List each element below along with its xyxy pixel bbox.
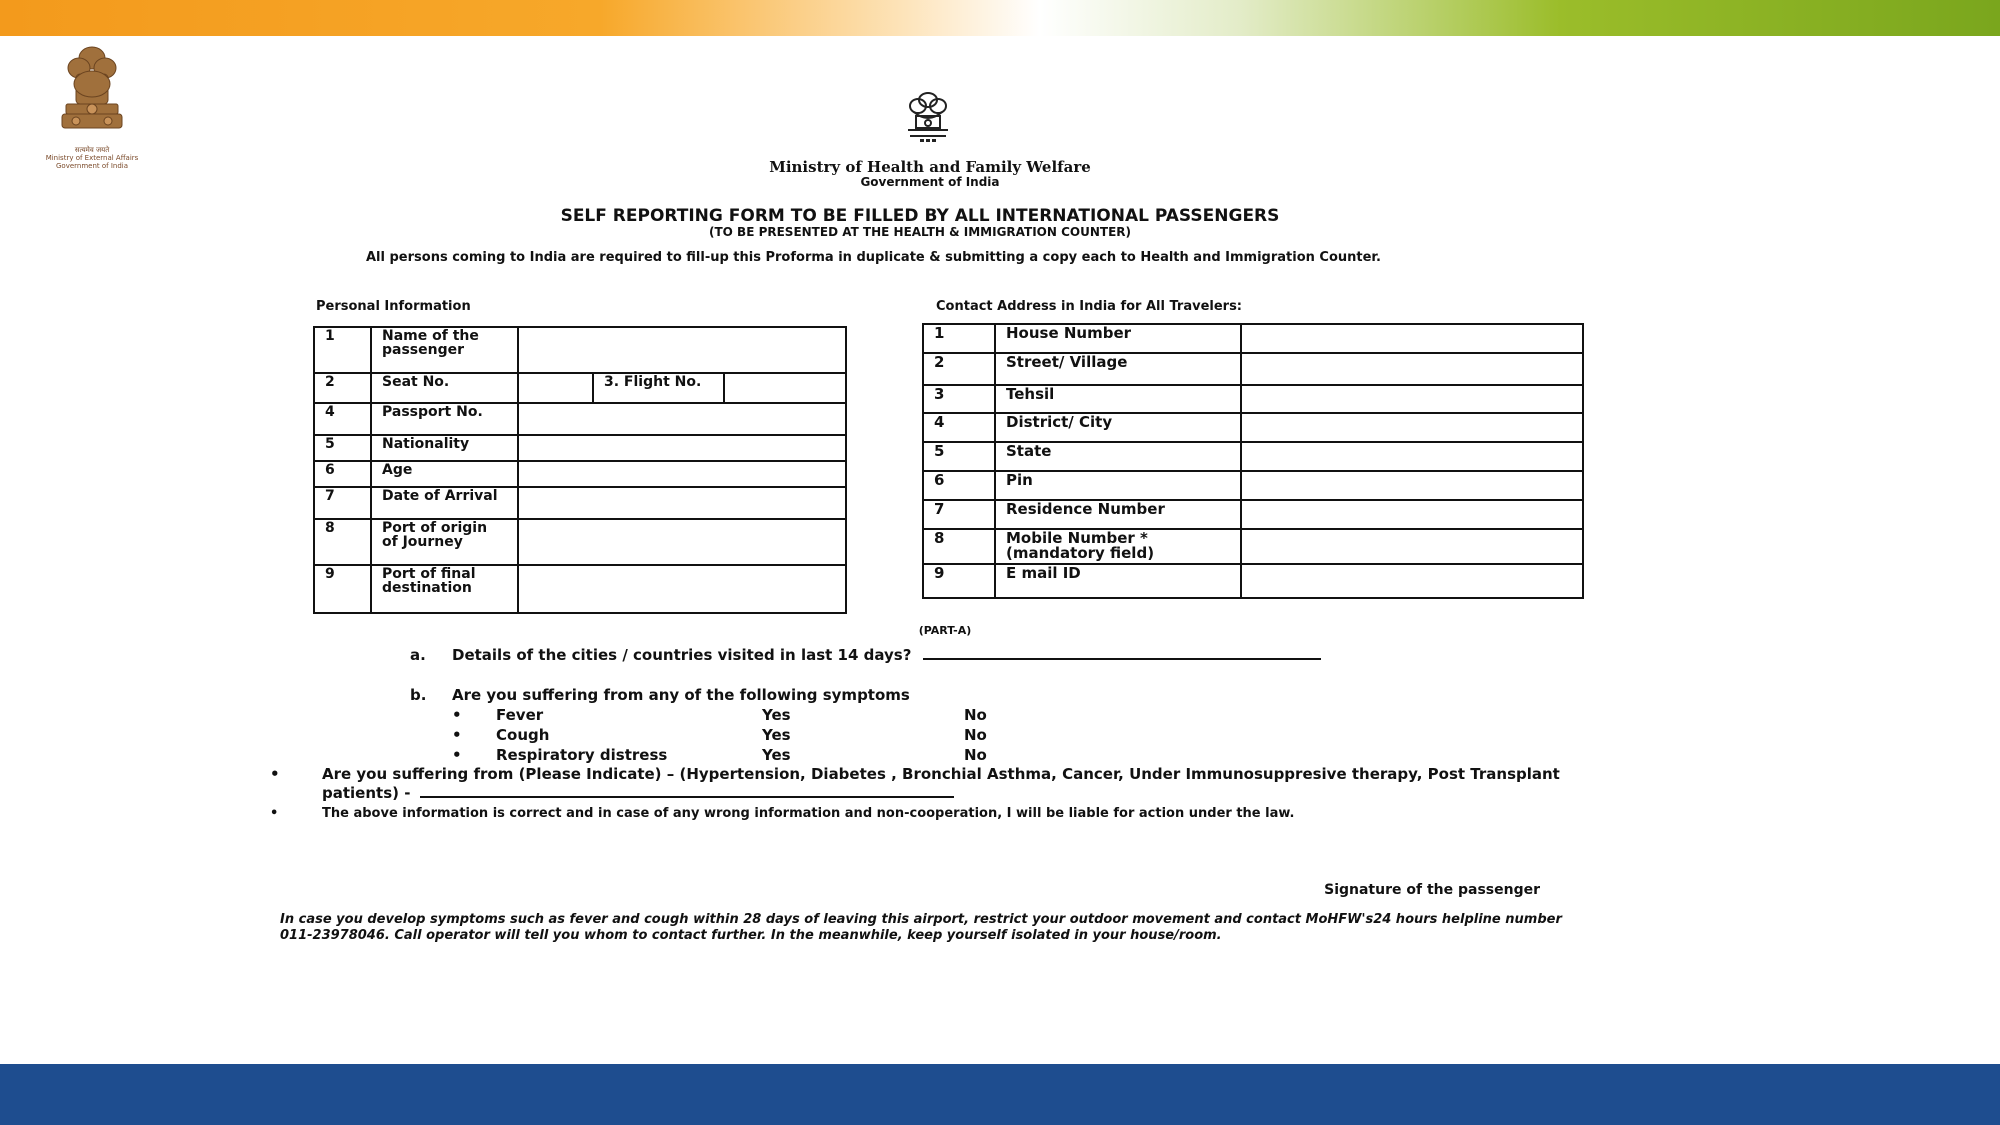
destination-port-field[interactable] xyxy=(518,565,846,613)
national-emblem-icon xyxy=(52,44,132,134)
field-label: House Number xyxy=(995,324,1241,353)
passenger-name-field[interactable] xyxy=(518,327,846,373)
row-number: 9 xyxy=(923,564,995,598)
table-row xyxy=(314,435,846,461)
question-letter: b. xyxy=(410,686,427,704)
no-option[interactable]: No xyxy=(964,706,987,724)
conditions-field[interactable] xyxy=(420,784,954,798)
row-number: 2 xyxy=(314,373,371,403)
row-number: 7 xyxy=(314,487,371,519)
field-label: State xyxy=(995,442,1241,471)
top-tricolor-band xyxy=(0,0,2000,36)
intro-text: All persons coming to India are required to fill-up this Proforma in duplicate & submitting a copy each to Health and Immigration Counter. xyxy=(366,250,1381,265)
table-row xyxy=(923,324,1583,353)
bottom-blue-band xyxy=(0,1064,2000,1125)
conditions-item xyxy=(270,765,1560,803)
table-row xyxy=(923,413,1583,442)
row-number: 4 xyxy=(314,403,371,435)
row-number: 1 xyxy=(923,324,995,353)
origin-port-field[interactable] xyxy=(518,519,846,565)
table-row xyxy=(314,403,846,435)
bullet: • xyxy=(452,746,462,764)
declaration-item xyxy=(270,805,1510,822)
yes-option[interactable]: Yes xyxy=(762,746,791,764)
row-number: 4 xyxy=(923,413,995,442)
footer-note: In case you develop symptoms such as fever and cough within 28 days of leaving this airport, restrict your outdoor movement and contact MoHFW's24 hours helpline number 011-23978046. Call operator will tell you whom to contact further. In the meanwhile, keep yourself isolated in your house/room. xyxy=(280,912,1562,943)
house-number-field[interactable] xyxy=(1241,324,1583,353)
table-row xyxy=(923,529,1583,564)
row-number: 1 xyxy=(314,327,371,373)
ministry-name: Ministry of Health and Family Welfare xyxy=(769,158,1091,176)
table-row xyxy=(314,327,846,373)
personal-info-table xyxy=(313,326,847,614)
field-label: Mobile Number * (mandatory field) xyxy=(995,529,1241,564)
table-row xyxy=(923,442,1583,471)
table-row xyxy=(923,500,1583,529)
table-row xyxy=(923,471,1583,500)
field-label: Passport No. xyxy=(371,403,518,435)
table-row xyxy=(923,564,1583,598)
center-emblem-icon xyxy=(896,90,960,146)
corner-emblem-caption xyxy=(40,146,144,170)
row-number: 9 xyxy=(314,565,371,613)
row-number: 8 xyxy=(923,529,995,564)
table-row xyxy=(314,487,846,519)
declaration-text: The above information is correct and in case of any wrong information and non-cooperation, I will be liable for action under the law. xyxy=(322,806,1295,821)
arrival-date-field[interactable] xyxy=(518,487,846,519)
seat-number-field[interactable] xyxy=(518,373,593,403)
nationality-field[interactable] xyxy=(518,435,846,461)
corner-caption-line: सत्यमेव जयते xyxy=(74,146,110,154)
street-village-field[interactable] xyxy=(1241,353,1583,385)
flight-number-field[interactable] xyxy=(724,373,846,403)
bullet: • xyxy=(270,806,279,821)
bullet: • xyxy=(452,726,462,744)
symptom-name: Respiratory distress xyxy=(496,746,668,764)
yes-option[interactable]: Yes xyxy=(762,726,791,744)
state-field[interactable] xyxy=(1241,442,1583,471)
table-row xyxy=(314,461,846,487)
yes-option[interactable]: Yes xyxy=(762,706,791,724)
field-label: Pin xyxy=(995,471,1241,500)
personal-info-heading: Personal Information xyxy=(316,299,471,314)
corner-caption-line: Government of India xyxy=(55,162,129,170)
question-letter: a. xyxy=(410,646,426,664)
corner-caption-line: Ministry of External Affairs xyxy=(45,154,139,162)
row-number: 8 xyxy=(314,519,371,565)
row-number: 6 xyxy=(923,471,995,500)
table-row xyxy=(314,519,846,565)
question-text: Are you suffering from any of the following symptoms xyxy=(452,686,910,704)
field-label: Age xyxy=(371,461,518,487)
passport-number-field[interactable] xyxy=(518,403,846,435)
signature-label: Signature of the passenger xyxy=(1324,882,1540,898)
form-title: SELF REPORTING FORM TO BE FILLED BY ALL INTERNATIONAL PASSENGERS xyxy=(560,206,1280,226)
question-a xyxy=(410,646,1321,664)
no-option[interactable]: No xyxy=(964,746,987,764)
contact-address-table xyxy=(922,323,1584,599)
symptom-name: Cough xyxy=(496,726,550,744)
field-label: Port of final destination xyxy=(371,565,518,613)
cities-visited-field[interactable] xyxy=(923,646,1321,660)
age-field[interactable] xyxy=(518,461,846,487)
table-row xyxy=(314,373,846,403)
field-label: Date of Arrival xyxy=(371,487,518,519)
no-option[interactable]: No xyxy=(964,726,987,744)
table-row xyxy=(923,385,1583,413)
pin-field[interactable] xyxy=(1241,471,1583,500)
question-b xyxy=(410,686,910,704)
field-label: Street/ Village xyxy=(995,353,1241,385)
field-label: 3. Flight No. xyxy=(593,373,724,403)
field-label: Seat No. xyxy=(371,373,518,403)
row-number: 5 xyxy=(923,442,995,471)
tehsil-field[interactable] xyxy=(1241,385,1583,413)
field-label: Name of the passenger xyxy=(371,327,518,373)
contact-address-heading: Contact Address in India for All Travelers: xyxy=(936,299,1243,314)
part-a-heading: (PART-A) xyxy=(918,624,972,637)
row-number: 2 xyxy=(923,353,995,385)
row-number: 6 xyxy=(314,461,371,487)
field-label: District/ City xyxy=(995,413,1241,442)
bullet: • xyxy=(270,765,280,783)
district-city-field[interactable] xyxy=(1241,413,1583,442)
row-number: 7 xyxy=(923,500,995,529)
row-number: 5 xyxy=(314,435,371,461)
mobile-number-field[interactable] xyxy=(1241,529,1583,564)
row-number: 3 xyxy=(923,385,995,413)
field-label: Nationality xyxy=(371,435,518,461)
conditions-text: Are you suffering from (Please Indicate) – (Hypertension, Diabetes , Bronchial Asthma, Cancer, Under Immunosuppresive therapy, Post Transplant patients) - xyxy=(322,765,1560,802)
form-subtitle: (TO BE PRESENTED AT THE HEALTH & IMMIGRATION COUNTER) xyxy=(709,225,1131,239)
government-name: Government of India xyxy=(860,175,1000,189)
residence-number-field[interactable] xyxy=(1241,500,1583,529)
table-row xyxy=(314,565,846,613)
field-label: Port of origin of Journey xyxy=(371,519,518,565)
bullet: • xyxy=(452,706,462,724)
email-field[interactable] xyxy=(1241,564,1583,598)
question-text: Details of the cities / countries visited in last 14 days? xyxy=(452,646,912,664)
table-row xyxy=(923,353,1583,385)
symptom-name: Fever xyxy=(496,706,544,724)
field-label: Residence Number xyxy=(995,500,1241,529)
field-label: E mail ID xyxy=(995,564,1241,598)
field-label: Tehsil xyxy=(995,385,1241,413)
